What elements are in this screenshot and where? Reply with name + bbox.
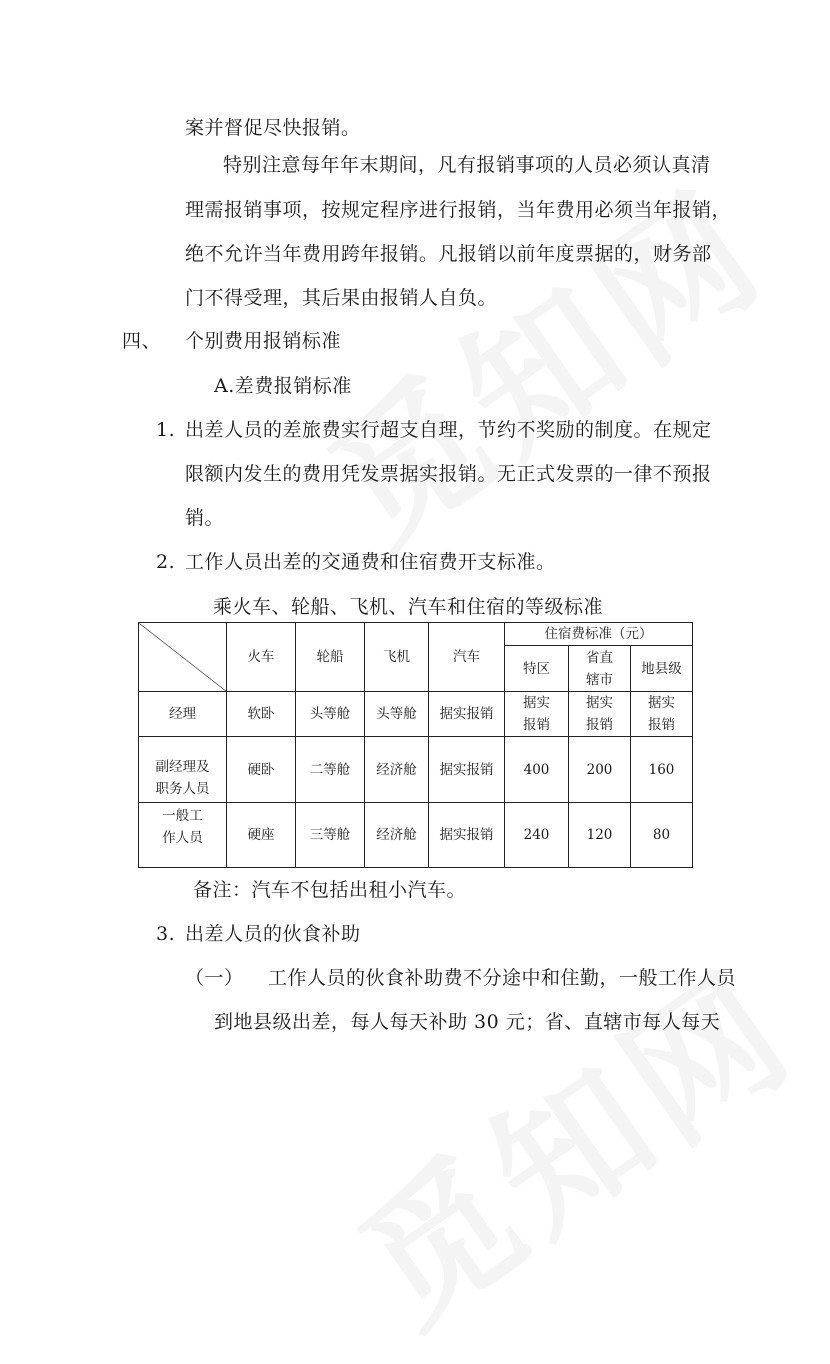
special-cell	[505, 692, 569, 737]
county-cell	[631, 692, 693, 737]
item-text: 工作人员出差的交通费和住宿费开支标准。	[185, 551, 556, 573]
special-cell: 400	[505, 737, 569, 803]
header-county: 地县级	[631, 646, 693, 692]
table-row	[139, 803, 693, 868]
paragraph-line: 案并督促尽快报销。	[185, 117, 361, 139]
section-number: 四、	[122, 330, 162, 352]
header-line: 省直	[586, 649, 613, 666]
table-caption: 乘火车、轮船、飞机、汽车和住宿的等级标准	[213, 596, 604, 618]
item-number: 2.	[156, 551, 176, 573]
plane-cell: 头等舱	[365, 692, 429, 737]
item-text: 出差人员的伙食补助	[185, 923, 361, 945]
subsection-title: A.差费报销标准	[214, 375, 352, 397]
ship-cell: 头等舱	[296, 692, 365, 737]
header-ship: 轮船	[296, 623, 365, 692]
car-cell: 据实报销	[429, 737, 505, 803]
role-line: 作人员	[162, 830, 203, 846]
table-row	[139, 737, 693, 803]
subitem-text: 工作人员的伙食补助费不分途中和住勤，一般工作人员	[268, 967, 737, 989]
header-line: 辖市	[586, 671, 613, 688]
role-line: 一般工	[162, 808, 203, 824]
header-plane: 飞机	[365, 623, 429, 692]
item-number: 3.	[156, 923, 176, 945]
item-text: 出差人员的差旅费实行超支自理，节约不奖励的制度。在规定	[185, 419, 712, 441]
cell-line: 据实	[586, 695, 613, 711]
province-cell	[569, 692, 631, 737]
paragraph-line: 理需报销事项，按规定程序进行报销，当年费用必须当年报销，	[185, 199, 732, 221]
section-title: 个别费用报销标准	[185, 330, 342, 352]
role-cell	[139, 692, 227, 737]
car-cell: 据实报销	[429, 803, 505, 868]
item-text: 销。	[185, 507, 225, 529]
table-note: 备注：汽车不包括出租小汽车。	[193, 879, 467, 901]
ship-cell: 二等舱	[296, 737, 365, 803]
header-car: 汽车	[429, 623, 505, 692]
subitem-number: （一）	[185, 967, 244, 989]
travel-standard-table	[138, 622, 693, 868]
province-cell: 120	[569, 803, 631, 868]
cell-line: 据实	[648, 695, 676, 711]
corner-cell	[139, 623, 227, 692]
cell-line: 报销	[523, 717, 550, 733]
train-cell: 软卧	[227, 692, 296, 737]
paragraph-line: 特别注意每年年末期间，凡有报销事项的人员必须认真清	[223, 154, 711, 176]
role-line: 职务人员	[155, 780, 210, 797]
special-cell: 240	[505, 803, 569, 868]
cell-line: 报销	[648, 717, 676, 733]
role-cell	[139, 737, 227, 803]
header-province-city	[569, 646, 631, 692]
role-line: 副经理及	[155, 758, 210, 775]
header-lodging: 住宿费标准（元）	[505, 623, 693, 646]
role-cell	[139, 803, 227, 868]
table-row	[139, 692, 693, 737]
subitem-text: 到地县级出差，每人每天补助 30 元；省、直辖市每人每天	[214, 1011, 721, 1033]
header-train: 火车	[227, 623, 296, 692]
cell-line: 报销	[586, 717, 613, 733]
ship-cell: 三等舱	[296, 803, 365, 868]
item-number: 1.	[156, 419, 176, 441]
cell-line: 据实	[523, 695, 550, 711]
plane-cell: 经济舱	[365, 737, 429, 803]
paragraph-line: 绝不允许当年费用跨年报销。凡报销以前年度票据的，财务部	[185, 243, 712, 265]
province-cell: 200	[569, 737, 631, 803]
header-special-zone: 特区	[505, 646, 569, 692]
car-cell: 据实报销	[429, 692, 505, 737]
county-cell: 160	[631, 737, 693, 803]
county-cell: 80	[631, 803, 693, 868]
role-line: 经理	[169, 706, 196, 722]
paragraph-line: 门不得受理，其后果由报销人自负。	[185, 287, 498, 309]
train-cell: 硬卧	[227, 737, 296, 803]
plane-cell: 经济舱	[365, 803, 429, 868]
train-cell: 硬座	[227, 803, 296, 868]
item-text: 限额内发生的费用凭发票据实报销。无正式发票的一律不预报	[185, 463, 712, 485]
